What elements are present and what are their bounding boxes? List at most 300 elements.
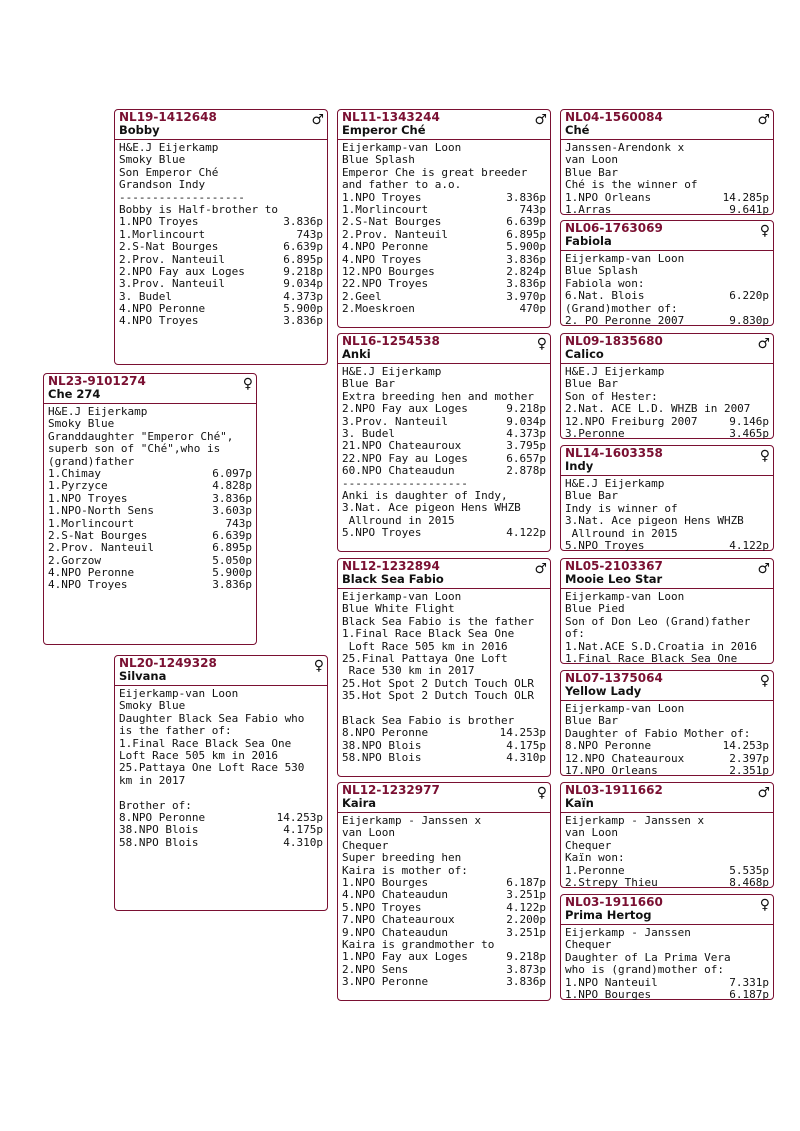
result-points: 3.836p: [506, 190, 546, 204]
info-line: Fabiola won:: [565, 277, 645, 290]
result-race: 12.NPO Freiburg 2007: [565, 414, 698, 428]
info-line: van Loon: [565, 154, 618, 167]
result-race: 5.NPO Troyes: [342, 526, 422, 540]
pigeon-name: Che 274: [48, 387, 101, 401]
result-points: 3.836p: [506, 975, 546, 989]
info-line: Son of Hester:: [565, 390, 658, 403]
info-line: Kaïn won:: [565, 852, 625, 865]
info-line: Blue Bar: [342, 378, 395, 391]
result-race: 8.NPO Peronne: [119, 810, 206, 824]
info-line: 1.Final Race Black Sea One: [342, 628, 515, 641]
info-line: of:: [565, 628, 585, 641]
result-row: [565, 204, 769, 216]
female-icon: ♀: [759, 223, 770, 239]
result-row: [565, 740, 769, 752]
card-header: [561, 671, 773, 701]
result-row: [565, 428, 769, 440]
ring-number: NL09-1835680: [565, 334, 663, 348]
pigeon-card: [337, 333, 551, 552]
info-line: Indy is winner of: [565, 502, 678, 515]
result-race: 2.Strepy Thieu: [565, 875, 658, 889]
info-line: Eijerkamp - Janssen x: [342, 815, 482, 827]
result-points: 6.895p: [283, 252, 323, 266]
female-icon: ♀: [313, 658, 324, 674]
result-race: 2.Prov. Nanteuil: [119, 252, 225, 266]
result-race: 2.S-Nat Bourges: [342, 215, 442, 229]
info-line: and father to a.o.: [342, 179, 462, 192]
result-points: 4.310p: [283, 835, 323, 849]
ring-number: NL12-1232894: [342, 559, 440, 573]
result-points: 6.657p: [506, 451, 546, 465]
result-points: 14.253p: [722, 739, 769, 753]
info-line: Ché is the winner of: [565, 179, 698, 192]
info-line: Grandson Indy: [119, 179, 206, 192]
info-line: -------------------: [119, 191, 245, 204]
info-line: Chequer: [342, 839, 389, 852]
result-points: 9.218p: [283, 264, 323, 278]
pigeon-card: [114, 109, 328, 365]
pigeon-card: [43, 373, 257, 645]
result-row: [565, 290, 769, 302]
result-race: 12.NPO Chateauroux: [565, 751, 685, 765]
result-row: [342, 727, 546, 739]
result-row: [565, 989, 769, 1001]
result-points: 4.122p: [506, 526, 546, 540]
info-line: Blue Bar: [565, 490, 618, 503]
result-points: 7.331p: [729, 975, 769, 989]
pigeon-card: [337, 782, 551, 1001]
result-row: [342, 914, 546, 926]
result-row: [119, 216, 323, 228]
info-line: Blue Splash: [342, 154, 415, 167]
result-race: 1.NPO Bourges: [565, 987, 652, 1001]
card-header: [561, 221, 773, 251]
result-points: 2.878p: [506, 464, 546, 478]
card-header: [561, 783, 773, 813]
pigeon-name: Prima Hertog: [565, 908, 652, 922]
info-line: Smoky Blue: [119, 154, 186, 167]
card-body: [338, 364, 550, 541]
info-line: Son Emperor Ché: [119, 166, 219, 179]
result-row: [342, 927, 546, 939]
result-points: 6.895p: [212, 541, 252, 555]
card-header: [338, 559, 550, 589]
female-icon: ♀: [242, 376, 253, 392]
result-race: 8.NPO Peronne: [565, 739, 652, 753]
result-race: 38.NPO Blois: [119, 823, 199, 837]
result-race: 1.NPO Nanteuil: [565, 975, 658, 989]
pigeon-name: Silvana: [119, 669, 167, 683]
result-race: 4.NPO Peronne: [48, 566, 135, 580]
info-line: km in 2017: [119, 774, 186, 787]
result-race: 12.NPO Bourges: [342, 264, 435, 278]
result-row: [48, 480, 252, 492]
result-race: 4.NPO Chateaudun: [342, 888, 448, 902]
result-race: 2.S-Nat Bourges: [48, 528, 148, 542]
result-race: 2.Moeskroen: [342, 302, 415, 316]
male-icon: ♂: [311, 112, 324, 128]
result-race: 3.NPO Peronne: [342, 975, 429, 989]
result-points: 743p: [296, 227, 323, 241]
info-line: Brother of:: [119, 799, 192, 812]
result-race: 3. Budel: [342, 426, 395, 440]
info-line: Eijerkamp-van Loon: [342, 591, 462, 603]
result-race: 2.Prov. Nanteuil: [342, 227, 448, 241]
ring-number: NL12-1232977: [342, 783, 440, 797]
result-points: 5.900p: [212, 566, 252, 580]
info-line: 25.Pattaya One Loft Race 530: [119, 762, 305, 775]
result-points: 6.895p: [506, 227, 546, 241]
result-race: 2.NPO Fay aux Loges: [342, 402, 468, 416]
info-line: superb son of "Ché",who is: [48, 443, 221, 456]
result-points: 3.873p: [506, 962, 546, 976]
pigeon-card: [114, 655, 328, 911]
pigeon-name: Emperor Ché: [342, 123, 426, 137]
info-line: Black Sea Fabio is the father: [342, 615, 535, 628]
male-icon: ♂: [757, 785, 770, 801]
card-body: [338, 589, 550, 766]
result-race: 60.NPO Chateaudun: [342, 464, 455, 478]
result-row: [342, 889, 546, 901]
info-line: [342, 703, 546, 715]
female-icon: ♀: [536, 336, 547, 352]
result-row: [342, 465, 546, 477]
card-body: [561, 251, 773, 329]
card-header: [561, 446, 773, 476]
result-points: 6.639p: [283, 240, 323, 254]
result-race: 2.S-Nat Bourges: [119, 240, 219, 254]
result-points: 2.200p: [506, 913, 546, 927]
result-points: 2.351p: [729, 763, 769, 777]
result-race: 2.Geel: [342, 289, 382, 303]
pigeon-name: Fabiola: [565, 234, 612, 248]
result-race: 22.NPO Fay au Loges: [342, 451, 468, 465]
result-row: [119, 278, 323, 290]
result-race: 2.NPO Fay aux Loges: [119, 264, 245, 278]
info-line: Super breeding hen: [342, 852, 462, 865]
pigeon-card: [560, 109, 774, 215]
result-points: 4.175p: [506, 738, 546, 752]
result-points: 8.468p: [729, 875, 769, 889]
card-header: [561, 895, 773, 925]
result-race: 5.NPO Troyes: [565, 538, 645, 552]
result-points: 743p: [225, 516, 252, 530]
result-points: 3.970p: [506, 289, 546, 303]
result-row: [342, 527, 546, 539]
card-body: [115, 140, 327, 330]
result-race: 1.NPO Troyes: [48, 491, 128, 505]
result-points: 3.836p: [283, 314, 323, 328]
pigeon-name: Ché: [565, 123, 590, 137]
pigeon-name: Black Sea Fabio: [342, 572, 444, 586]
pigeon-card: [560, 445, 774, 551]
result-row: [342, 951, 546, 963]
info-line: Anki is daughter of Indy,: [342, 489, 508, 502]
result-race: 1.NPO Fay aux Loges: [342, 950, 468, 964]
result-points: 4.175p: [283, 823, 323, 837]
info-line: Blue Bar: [565, 378, 618, 391]
result-points: 743p: [519, 202, 546, 216]
result-row: [119, 241, 323, 253]
info-line: 1.Final Race Black Sea One: [565, 652, 738, 665]
result-points: 9.034p: [506, 414, 546, 428]
result-race: 2.Prov. Nanteuil: [48, 541, 154, 555]
info-line: Allround in 2015: [565, 527, 678, 540]
card-header: [115, 656, 327, 686]
card-body: [561, 364, 773, 442]
result-race: 4.NPO Peronne: [119, 302, 206, 316]
result-race: 4.NPO Peronne: [342, 240, 429, 254]
result-points: 3.251p: [506, 925, 546, 939]
card-header: [44, 374, 256, 404]
info-line: Granddaughter "Emperor Ché",: [48, 430, 234, 443]
info-line: Eijerkamp-van Loon: [342, 142, 462, 154]
result-points: 14.253p: [499, 726, 546, 740]
pigeon-card: [337, 558, 551, 777]
result-points: 2.824p: [506, 264, 546, 278]
result-race: 1.Morlincourt: [119, 227, 206, 241]
result-race: 1.NPO Orleans: [565, 190, 652, 204]
result-row: [565, 877, 769, 889]
ring-number: NL03-1911660: [565, 895, 663, 909]
info-line: Race 530 km in 2017: [342, 665, 475, 678]
info-line: Blue Pied: [565, 603, 625, 616]
pigeon-card: [560, 558, 774, 664]
card-body: [561, 925, 773, 1003]
info-line: who is (grand)mother of:: [565, 964, 724, 977]
result-row: [565, 315, 769, 327]
result-race: 4.NPO Troyes: [342, 252, 422, 266]
card-header: [561, 559, 773, 589]
pigeon-name: Indy: [565, 459, 594, 473]
info-line: Eijerkamp-van Loon: [565, 703, 685, 715]
result-points: 5.900p: [283, 302, 323, 316]
info-line: van Loon: [565, 827, 618, 840]
result-row: [119, 837, 323, 849]
result-race: 21.NPO Chateauroux: [342, 439, 462, 453]
info-line: Blue Bar: [565, 715, 618, 728]
result-points: 3.836p: [212, 578, 252, 592]
info-line: Janssen-Arendonk x: [565, 142, 685, 154]
result-race: 1.Arras: [565, 202, 612, 216]
result-race: 1.NPO Bourges: [342, 875, 429, 889]
info-line: Blue Bar: [565, 166, 618, 179]
result-race: 1.Pyrzyce: [48, 479, 108, 493]
card-header: [561, 334, 773, 364]
result-points: 4.310p: [506, 751, 546, 765]
result-points: 3.836p: [283, 215, 323, 229]
info-line: Son of Don Leo (Grand)father: [565, 615, 751, 628]
result-race: 58.NPO Blois: [119, 835, 199, 849]
result-race: 3.Prov. Nanteuil: [342, 414, 448, 428]
result-row: [48, 579, 252, 591]
result-points: 4.122p: [506, 900, 546, 914]
info-line: Chequer: [565, 839, 612, 852]
result-points: 3.795p: [506, 439, 546, 453]
info-line: Kaira is grandmother to: [342, 938, 495, 951]
ring-number: NL05-2103367: [565, 559, 663, 573]
result-race: 17.NPO Orleans: [565, 763, 658, 777]
result-points: 9.830p: [729, 313, 769, 327]
info-line: 25.Final Pattaya One Loft: [342, 652, 508, 665]
result-row: [342, 278, 546, 290]
male-icon: ♂: [757, 336, 770, 352]
result-race: 2.Gorzow: [48, 553, 101, 567]
pigeon-card: [560, 782, 774, 888]
result-race: 1.NPO-North Sens: [48, 504, 154, 518]
info-line: 1.Nat.ACE S.D.Croatia in 2016: [565, 640, 758, 653]
info-line: 2.Nat. ACE L.D. WHZB in 2007: [565, 403, 751, 416]
result-points: 6.639p: [506, 215, 546, 229]
result-race: 2.NPO Sens: [342, 962, 409, 976]
pigeon-card: [560, 220, 774, 326]
result-race: 1.Peronne: [565, 863, 625, 877]
result-race: 3.Prov. Nanteuil: [119, 277, 225, 291]
result-points: 3.251p: [506, 888, 546, 902]
result-row: [342, 403, 546, 415]
info-line: Blue Splash: [565, 265, 638, 278]
info-line: Eijerkamp-van Loon: [565, 591, 685, 603]
result-race: 38.NPO Blois: [342, 738, 422, 752]
result-row: [342, 216, 546, 228]
result-row: [565, 765, 769, 777]
result-points: 6.639p: [212, 528, 252, 542]
result-race: 1.NPO Troyes: [342, 190, 422, 204]
info-line: Chequer: [565, 939, 612, 952]
result-race: 1.Morlincourt: [48, 516, 135, 530]
result-row: [48, 505, 252, 517]
card-header: [115, 110, 327, 140]
info-line: is the father of:: [119, 725, 232, 738]
result-points: 4.122p: [729, 538, 769, 552]
card-body: [44, 404, 256, 594]
result-points: 3.836p: [506, 252, 546, 266]
pigeon-name: Mooie Leo Star: [565, 572, 663, 586]
result-points: 4.373p: [506, 426, 546, 440]
result-row: [342, 752, 546, 764]
ring-number: NL07-1375064: [565, 671, 663, 685]
result-race: 1.Chimay: [48, 466, 101, 480]
info-line: Eijerkamp-van Loon: [565, 253, 685, 265]
pigeon-name: Bobby: [119, 123, 160, 137]
result-row: [119, 315, 323, 327]
result-race: 6.Nat. Blois: [565, 289, 645, 303]
card-header: [338, 334, 550, 364]
pigeon-name: Kaïn: [565, 796, 594, 810]
result-points: 9.146p: [729, 414, 769, 428]
info-line: 3.Nat. Ace pigeon Hens WHZB: [565, 515, 744, 528]
result-race: 3. Budel: [119, 289, 172, 303]
female-icon: ♀: [759, 897, 770, 913]
card-body: [338, 813, 550, 990]
result-race: 22.NPO Troyes: [342, 277, 429, 291]
pigeon-card: [560, 333, 774, 439]
info-line: Blue White Flight: [342, 603, 455, 616]
result-race: 5.NPO Troyes: [342, 900, 422, 914]
result-points: 4.373p: [283, 289, 323, 303]
pigeon-name: Calico: [565, 347, 604, 361]
card-body: [561, 813, 773, 891]
result-race: 4.NPO Troyes: [119, 314, 199, 328]
info-line: H&E.J Eijerkamp: [119, 142, 219, 154]
male-icon: ♂: [534, 561, 547, 577]
result-points: 3.465p: [729, 426, 769, 440]
info-line: Smoky Blue: [48, 418, 115, 431]
ring-number: NL03-1911662: [565, 783, 663, 797]
card-body: [115, 686, 327, 851]
result-row: [342, 241, 546, 253]
result-race: 4.NPO Troyes: [48, 578, 128, 592]
result-points: 5.050p: [212, 553, 252, 567]
result-points: 5.535p: [729, 863, 769, 877]
info-line: (grand)father: [48, 455, 135, 468]
pigeon-name: Anki: [342, 347, 371, 361]
result-race: 9.NPO Chateaudun: [342, 925, 448, 939]
ring-number: NL23-9101274: [48, 374, 146, 388]
info-line: H&E.J Eijerkamp: [565, 478, 665, 490]
result-race: 3.Peronne: [565, 426, 625, 440]
pigeon-card: [560, 670, 774, 776]
info-line: [119, 787, 323, 799]
info-line: 1.Final Race Black Sea One: [119, 737, 292, 750]
ring-number: NL06-1763069: [565, 221, 663, 235]
info-line: Emperor Che is great breeder: [342, 166, 528, 179]
ring-number: NL20-1249328: [119, 656, 217, 670]
male-icon: ♂: [757, 561, 770, 577]
info-line: 25.Hot Spot 2 Dutch Touch OLR: [342, 677, 535, 690]
info-line: Allround in 2015: [342, 514, 455, 527]
female-icon: ♀: [759, 448, 770, 464]
male-icon: ♂: [757, 112, 770, 128]
result-points: 9.218p: [506, 950, 546, 964]
info-line: Eijerkamp-van Loon: [119, 688, 239, 700]
result-race: 8.NPO Peronne: [342, 726, 429, 740]
result-row: [565, 540, 769, 552]
result-race: 1.Morlincourt: [342, 202, 429, 216]
ring-number: NL19-1412648: [119, 110, 217, 124]
info-line: Loft Race 505 km in 2016: [119, 749, 278, 762]
ring-number: NL04-1560084: [565, 110, 663, 124]
info-line: Smoky Blue: [119, 700, 186, 713]
info-line: H&E.J Eijerkamp: [342, 366, 442, 378]
ring-number: NL11-1343244: [342, 110, 440, 124]
result-points: 9.034p: [283, 277, 323, 291]
result-points: 14.285p: [722, 190, 769, 204]
result-row: [119, 824, 323, 836]
result-row: [342, 976, 546, 988]
result-points: 3.836p: [506, 277, 546, 291]
female-icon: ♀: [759, 673, 770, 689]
card-body: [561, 476, 773, 554]
result-points: 6.220p: [729, 289, 769, 303]
result-row: [342, 303, 546, 315]
result-points: 4.828p: [212, 479, 252, 493]
pigeon-card: [560, 894, 774, 1000]
info-line: Daughter of Fabio Mother of:: [565, 727, 751, 740]
pigeon-name: Kaira: [342, 796, 377, 810]
info-line: Daughter Black Sea Fabio who: [119, 712, 305, 725]
info-line: Kaira is mother of:: [342, 864, 468, 877]
result-points: 3.603p: [212, 504, 252, 518]
info-line: 3.Nat. Ace pigeon Hens WHZB: [342, 502, 521, 515]
info-line: van Loon: [342, 827, 395, 840]
info-line: (Grand)mother of:: [565, 302, 678, 315]
card-body: [338, 140, 550, 317]
pigeon-name: Yellow Lady: [565, 684, 642, 698]
result-points: 9.641p: [729, 202, 769, 216]
female-icon: ♀: [536, 785, 547, 801]
info-line: H&E.J Eijerkamp: [48, 406, 148, 418]
